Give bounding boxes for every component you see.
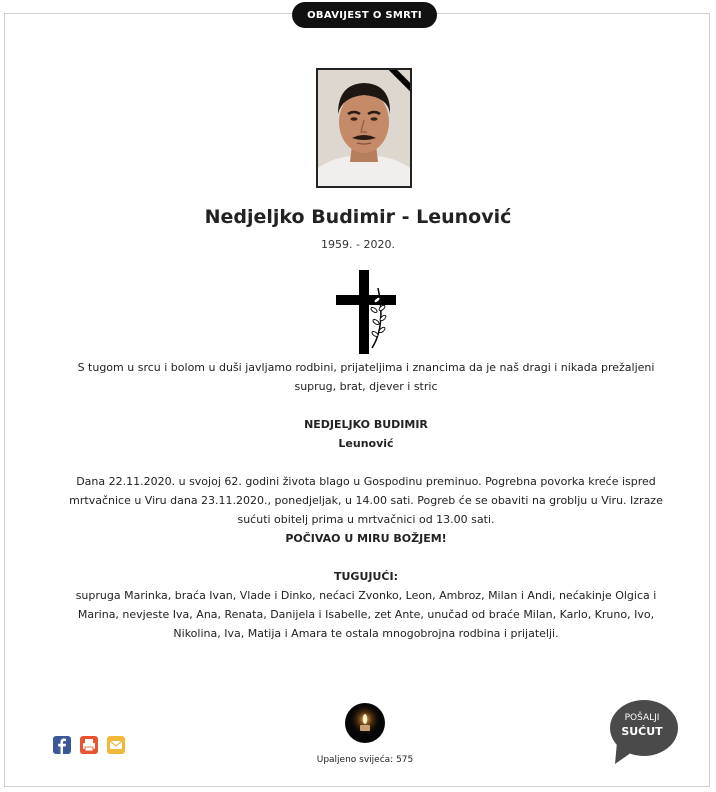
surname: Leunović	[338, 437, 394, 450]
print-icon[interactable]	[80, 736, 98, 754]
mourners-title: TUGUJUĆI:	[334, 570, 398, 583]
mourners-list: supruga Marinka, braća Ivan, Vlade i Dinko, nećaci Zvonko, Leon, Ambroz, Milan i Andi, nećakinje Olgica i Marina, nevjeste Iva, Ana, Renata, Danijela i Isabelle, zet Ante, unučad od braće Milan, Karlo, Kruno, Ivo, Nikolina, Iva, Matija i Amara te ostala mnogobrojna rodbina i prijatelji.	[75, 589, 657, 640]
deceased-photo	[316, 68, 412, 188]
deceased-years: 1959. - 2020.	[321, 238, 395, 251]
cross-icon	[336, 270, 396, 354]
send-condolence-label[interactable]	[607, 712, 677, 738]
deceased-name: Nedjeljko Budimir - Leunović	[204, 206, 512, 228]
funeral-details: Dana 22.11.2020. u svojoj 62. godini života blago u Gospodinu preminuo. Pogrebna povorka kreće ispred mrtvačnice u Viru dana 23.11.2020., ponedjeljak, u 14.00 sati. Pogreb će se obaviti na groblju u Viru. Izraze sućuti obitelj prima u mrtvačnici od 13.00 sati.	[69, 475, 663, 526]
email-icon[interactable]	[107, 736, 125, 754]
rest-in-peace: POČIVAO U MIRU BOŽJEM!	[285, 532, 447, 545]
intro-text: S tugom u srcu i bolom u duši javljamo rodbini, prijateljima i znancima da je naš dragi i nikada prežaljeni suprug, brat, djever i stric	[77, 361, 655, 393]
notice-type-badge: OBAVIJEST O SMRTI	[292, 2, 437, 28]
facebook-icon[interactable]	[53, 736, 71, 754]
candles-count: Upaljeno svijeća: 575	[316, 755, 414, 765]
condolence-line2: SUĆUT	[621, 725, 663, 738]
name-upper: NEDJELJKO BUDIMIR	[304, 418, 428, 431]
condolence-line1: POŠALJI	[624, 713, 660, 723]
light-candle-button[interactable]	[345, 703, 385, 743]
